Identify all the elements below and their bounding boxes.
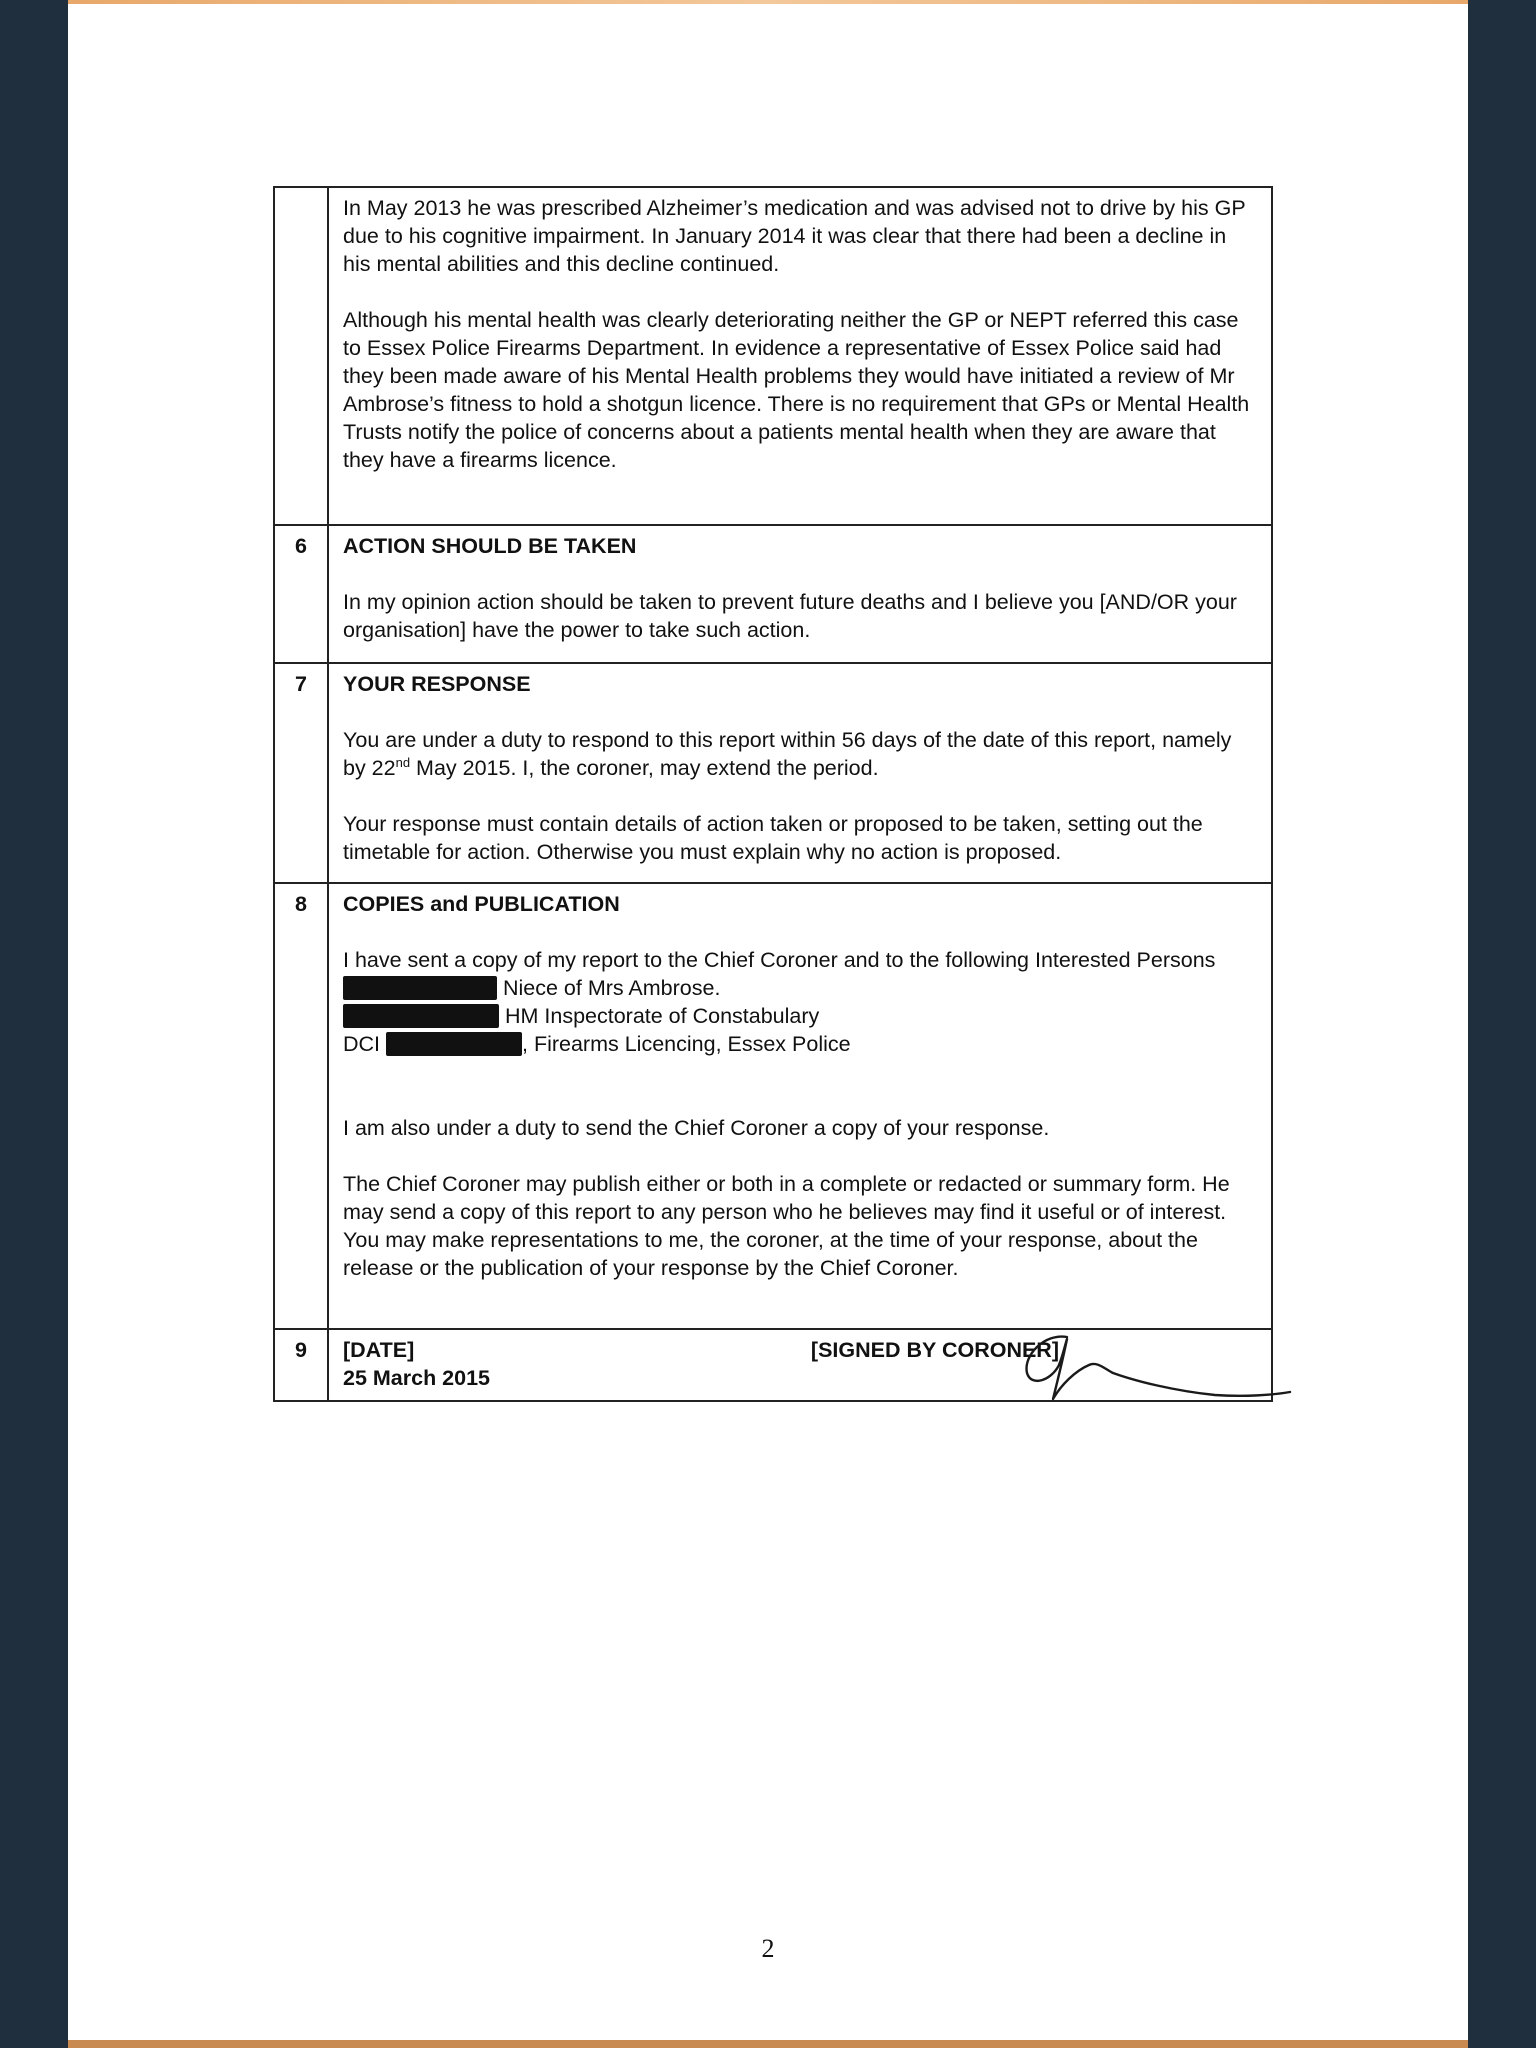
section-number-cell bbox=[274, 187, 328, 525]
recipient-3: DCI , Firearms Licencing, Essex Police bbox=[343, 1032, 851, 1056]
section-7-number: 7 bbox=[274, 663, 328, 883]
section-9-number: 9 bbox=[274, 1329, 328, 1401]
page-number: 2 bbox=[761, 1934, 775, 1963]
coroner-signature bbox=[1005, 1325, 1295, 1405]
section-6-paragraph: In my opinion action should be taken to prevent future deaths and I believe you [AND/OR your organisation] have the power to take such action. bbox=[343, 590, 1237, 642]
section-5-paragraph-2: Although his mental health was clearly deteriorating neither the GP or NEPT referred this case to Essex Police Firearms Department. In evidence a representative of Essex Police said had they been made aware of his Mental Health problems they would have initiated a review of Mr Ambrose’s fitness to hold a shotgun licence. There is no requirement that GPs or Mental Health Trusts notify the police of concerns about a patients mental health when they are aware that they have a firearms licence. bbox=[343, 308, 1250, 472]
date-value: 25 March 2015 bbox=[343, 1366, 491, 1390]
section-5-content bbox=[328, 187, 1272, 525]
date-label: [DATE] bbox=[343, 1338, 415, 1362]
section-8-content bbox=[328, 883, 1272, 1329]
section-7-content bbox=[328, 663, 1272, 883]
section-7-row bbox=[274, 663, 1272, 883]
section-5-paragraph-1: In May 2013 he was prescribed Alzheimer’s medication and was advised not to drive by his GP due to his cognitive impairment. In January 2014 it was clear that there had been a decline in his mental abilities and this decline continued. bbox=[343, 196, 1246, 276]
section-6-row bbox=[274, 525, 1272, 663]
section-8-paragraph-3: The Chief Coroner may publish either or both in a complete or redacted or summary form. He may send a copy of this report to any person who he believes may find it useful or of interest. You may make representations to me, the coroner, at the time of your response, about the release or the publication of your response by the Chief Coroner. bbox=[343, 1172, 1230, 1280]
paper-bottom-edge bbox=[68, 2040, 1468, 2048]
section-5-row bbox=[274, 187, 1272, 525]
section-6-number: 6 bbox=[274, 525, 328, 663]
section-6-heading: ACTION SHOULD BE TAKEN bbox=[343, 534, 637, 558]
report-form-table bbox=[273, 186, 1273, 1402]
redaction-block bbox=[343, 1004, 499, 1028]
section-8-heading: COPIES and PUBLICATION bbox=[343, 892, 620, 916]
recipient-1: Niece of Mrs Ambrose. bbox=[343, 974, 1259, 1002]
section-8-paragraph-2: I am also under a duty to send the Chief Coroner a copy of your response. bbox=[343, 1116, 1050, 1140]
section-8-row bbox=[274, 883, 1272, 1329]
signed-by-label: [SIGNED BY CORONER] bbox=[810, 1338, 1059, 1362]
recipient-2: HM Inspectorate of Constabulary bbox=[343, 1002, 1259, 1030]
redaction-block bbox=[343, 976, 497, 1000]
section-7-paragraph-1: You are under a duty to respond to this report within 56 days of the date of this report, namely by 22nd May 2015. I, the coroner, may extend the period. bbox=[343, 728, 1232, 780]
section-7-heading: YOUR RESPONSE bbox=[343, 672, 531, 696]
section-6-content bbox=[328, 525, 1272, 663]
section-8-intro: I have sent a copy of my report to the Chief Coroner and to the following Interested Persons bbox=[343, 948, 1216, 972]
section-7-paragraph-2: Your response must contain details of action taken or proposed to be taken, setting out the timetable for action. Otherwise you must explain why no action is proposed. bbox=[343, 812, 1203, 864]
section-8-number: 8 bbox=[274, 883, 328, 1329]
redaction-block bbox=[386, 1032, 522, 1056]
